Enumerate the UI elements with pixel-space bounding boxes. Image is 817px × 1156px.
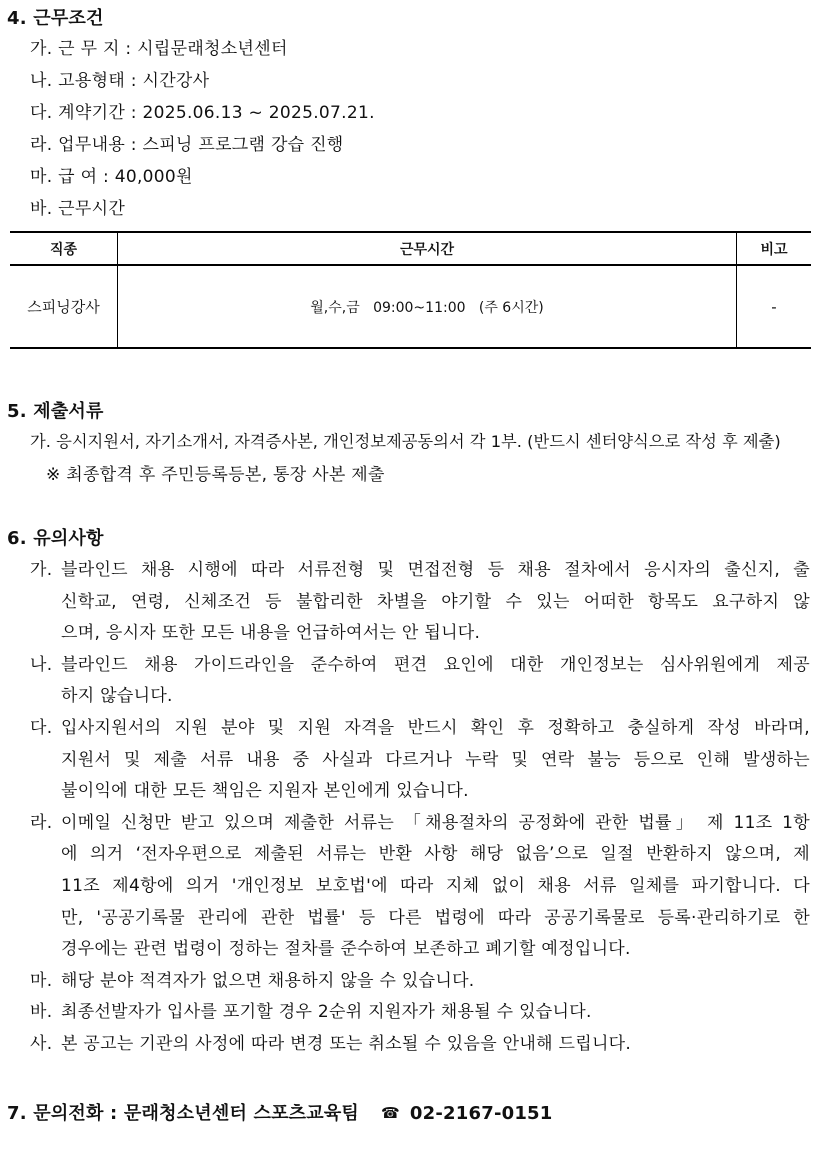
section-6-item-7-line: 본 공고는 기관의 사정에 따라 변경 또는 취소될 수 있음을 안내해 드립니다. (61, 1034, 632, 1054)
section-6-item-6-line: 최종선발자가 입사를 포기할 경우 2순위 지원자가 채용될 수 있습니다. (61, 1002, 592, 1022)
item-marker: 가. (30, 39, 53, 59)
telephone-icon: ☎ (381, 1104, 400, 1122)
section-6-item-4-line: 11조 제4항에 의거 '개인정보 보호법'에 따라 지체 없이 채용 서류 일체를 파기합니다. 다 (61, 876, 810, 896)
item-marker: 가. (30, 432, 51, 451)
item-text: 근 무 지 : 시립문래청소년센터 (58, 39, 288, 59)
item-marker: 마. (30, 167, 53, 187)
section-6-item-3-line: 불이익에 대한 모든 책임은 지원자 본인에게 있습니다. (61, 781, 469, 801)
item-marker: 라. (30, 813, 53, 833)
item-marker: 바. (30, 1002, 53, 1022)
cell-job: 스피닝강사 (10, 265, 118, 348)
item-text: 고용형태 : 시간강사 (58, 71, 210, 91)
item-text: 계약기간 : 2025.06.13 ~ 2025.07.21. (58, 103, 375, 123)
item-marker: 가. (30, 560, 53, 580)
item-text: 응시지원서, 자기소개서, 자격증사본, 개인정보제공동의서 각 1부. (반드시 센터양식으로 작성 후 제출) (56, 432, 781, 451)
item-marker: 다. (30, 103, 53, 123)
item-marker: 바. (30, 199, 53, 219)
item-marker: 사. (30, 1034, 53, 1054)
section-6-item-1-line: 블라인드 채용 시행에 따라 서류전형 및 면접전형 등 채용 절차에서 응시자의 출신지, 출 (61, 560, 810, 580)
contact-label: 7. 문의전화 : 문래청소년센터 스포츠교육팀 (7, 1103, 360, 1124)
section-4-title: 4. 근무조건 (7, 8, 104, 29)
section-6-item-3-line: 입사지원서의 지원 분야 및 지원 자격을 반드시 확인 후 정확하고 충실하게 작성 바라며, (61, 718, 810, 738)
section-4-item-3 (30, 98, 375, 123)
item-marker: 마. (30, 971, 53, 991)
section-6-item-4-line: 이메일 신청만 받고 있으며 제출한 서류는 「채용절차의 공정화에 관한 법률」 제 11조 1항 (61, 813, 810, 833)
section-6-item-3-line: 지원서 및 제출 서류 내용 중 사실과 다르거나 누락 및 연락 불능 등으로 인해 발생하는 (61, 750, 810, 770)
section-6-item-2-line: 하지 않습니다. (61, 686, 173, 706)
header-note: 비고 (737, 232, 812, 265)
section-4-item-5 (30, 162, 193, 187)
section-6-item-4-line: 에 의거 ‘전자우편으로 제출된 서류는 반환 사항 해당 없음’으로 일절 반환하지 않으며, 제 (61, 844, 810, 864)
section-6-item-2-line: 블라인드 채용 가이드라인을 준수하여 편견 요인에 대한 개인정보는 심사위원에게 제공 (61, 655, 810, 675)
cell-hours (118, 265, 737, 348)
item-marker: 다. (30, 718, 53, 738)
item-text: 업무내용 : 스피닝 프로그램 강습 진행 (58, 135, 344, 155)
header-hours: 근무시간 (118, 232, 737, 265)
section-4-item-4 (30, 130, 344, 155)
header-job: 직종 (10, 232, 118, 265)
section-6-item-4-line: 경우에는 관련 법령이 정하는 절차를 준수하여 보존하고 폐기할 예정입니다. (61, 939, 631, 959)
section-4-item-2 (30, 66, 209, 91)
section-6-item-1-line: 신학교, 연령, 신체조건 등 불합리한 차별을 야기할 수 있는 어떠한 항목도 요구하지 않 (61, 592, 810, 612)
section-6-item-5-line: 해당 분야 적격자가 없으면 채용하지 않을 수 있습니다. (61, 971, 475, 991)
section-4-item-6 (30, 194, 125, 219)
section-4-item-1 (30, 34, 288, 59)
phone-number: 02-2167-0151 (409, 1103, 553, 1124)
section-6-title: 6. 유의사항 (7, 528, 104, 549)
cell-hours-text: 월,수,금 09:00~11:00 (주 6시간) (310, 299, 544, 316)
item-marker: 라. (30, 135, 53, 155)
section-6-item-1-line: 으며, 응시자 또한 모든 내용을 언급하여서는 안 됩니다. (61, 623, 481, 643)
item-text: 급 여 : 40,000원 (58, 167, 193, 187)
section-5-item-1 (30, 428, 781, 452)
table-header-row (10, 232, 811, 265)
section-5-title: 5. 제출서류 (7, 401, 104, 422)
work-hours-table (10, 231, 811, 349)
item-text: 근무시간 (58, 199, 126, 219)
section-7-contact (7, 1099, 553, 1125)
section-6-item-4-line: 만, '공공기록물 관리에 관한 법률' 등 다른 법령에 따라 공공기록물로 등록·관리하기로 한 (61, 908, 810, 928)
item-marker: 나. (30, 71, 53, 91)
table-row (10, 265, 811, 348)
cell-note: - (737, 265, 812, 348)
section-5-note: ※ 최종합격 후 주민등록등본, 통장 사본 제출 (46, 465, 385, 485)
item-marker: 나. (30, 655, 53, 675)
